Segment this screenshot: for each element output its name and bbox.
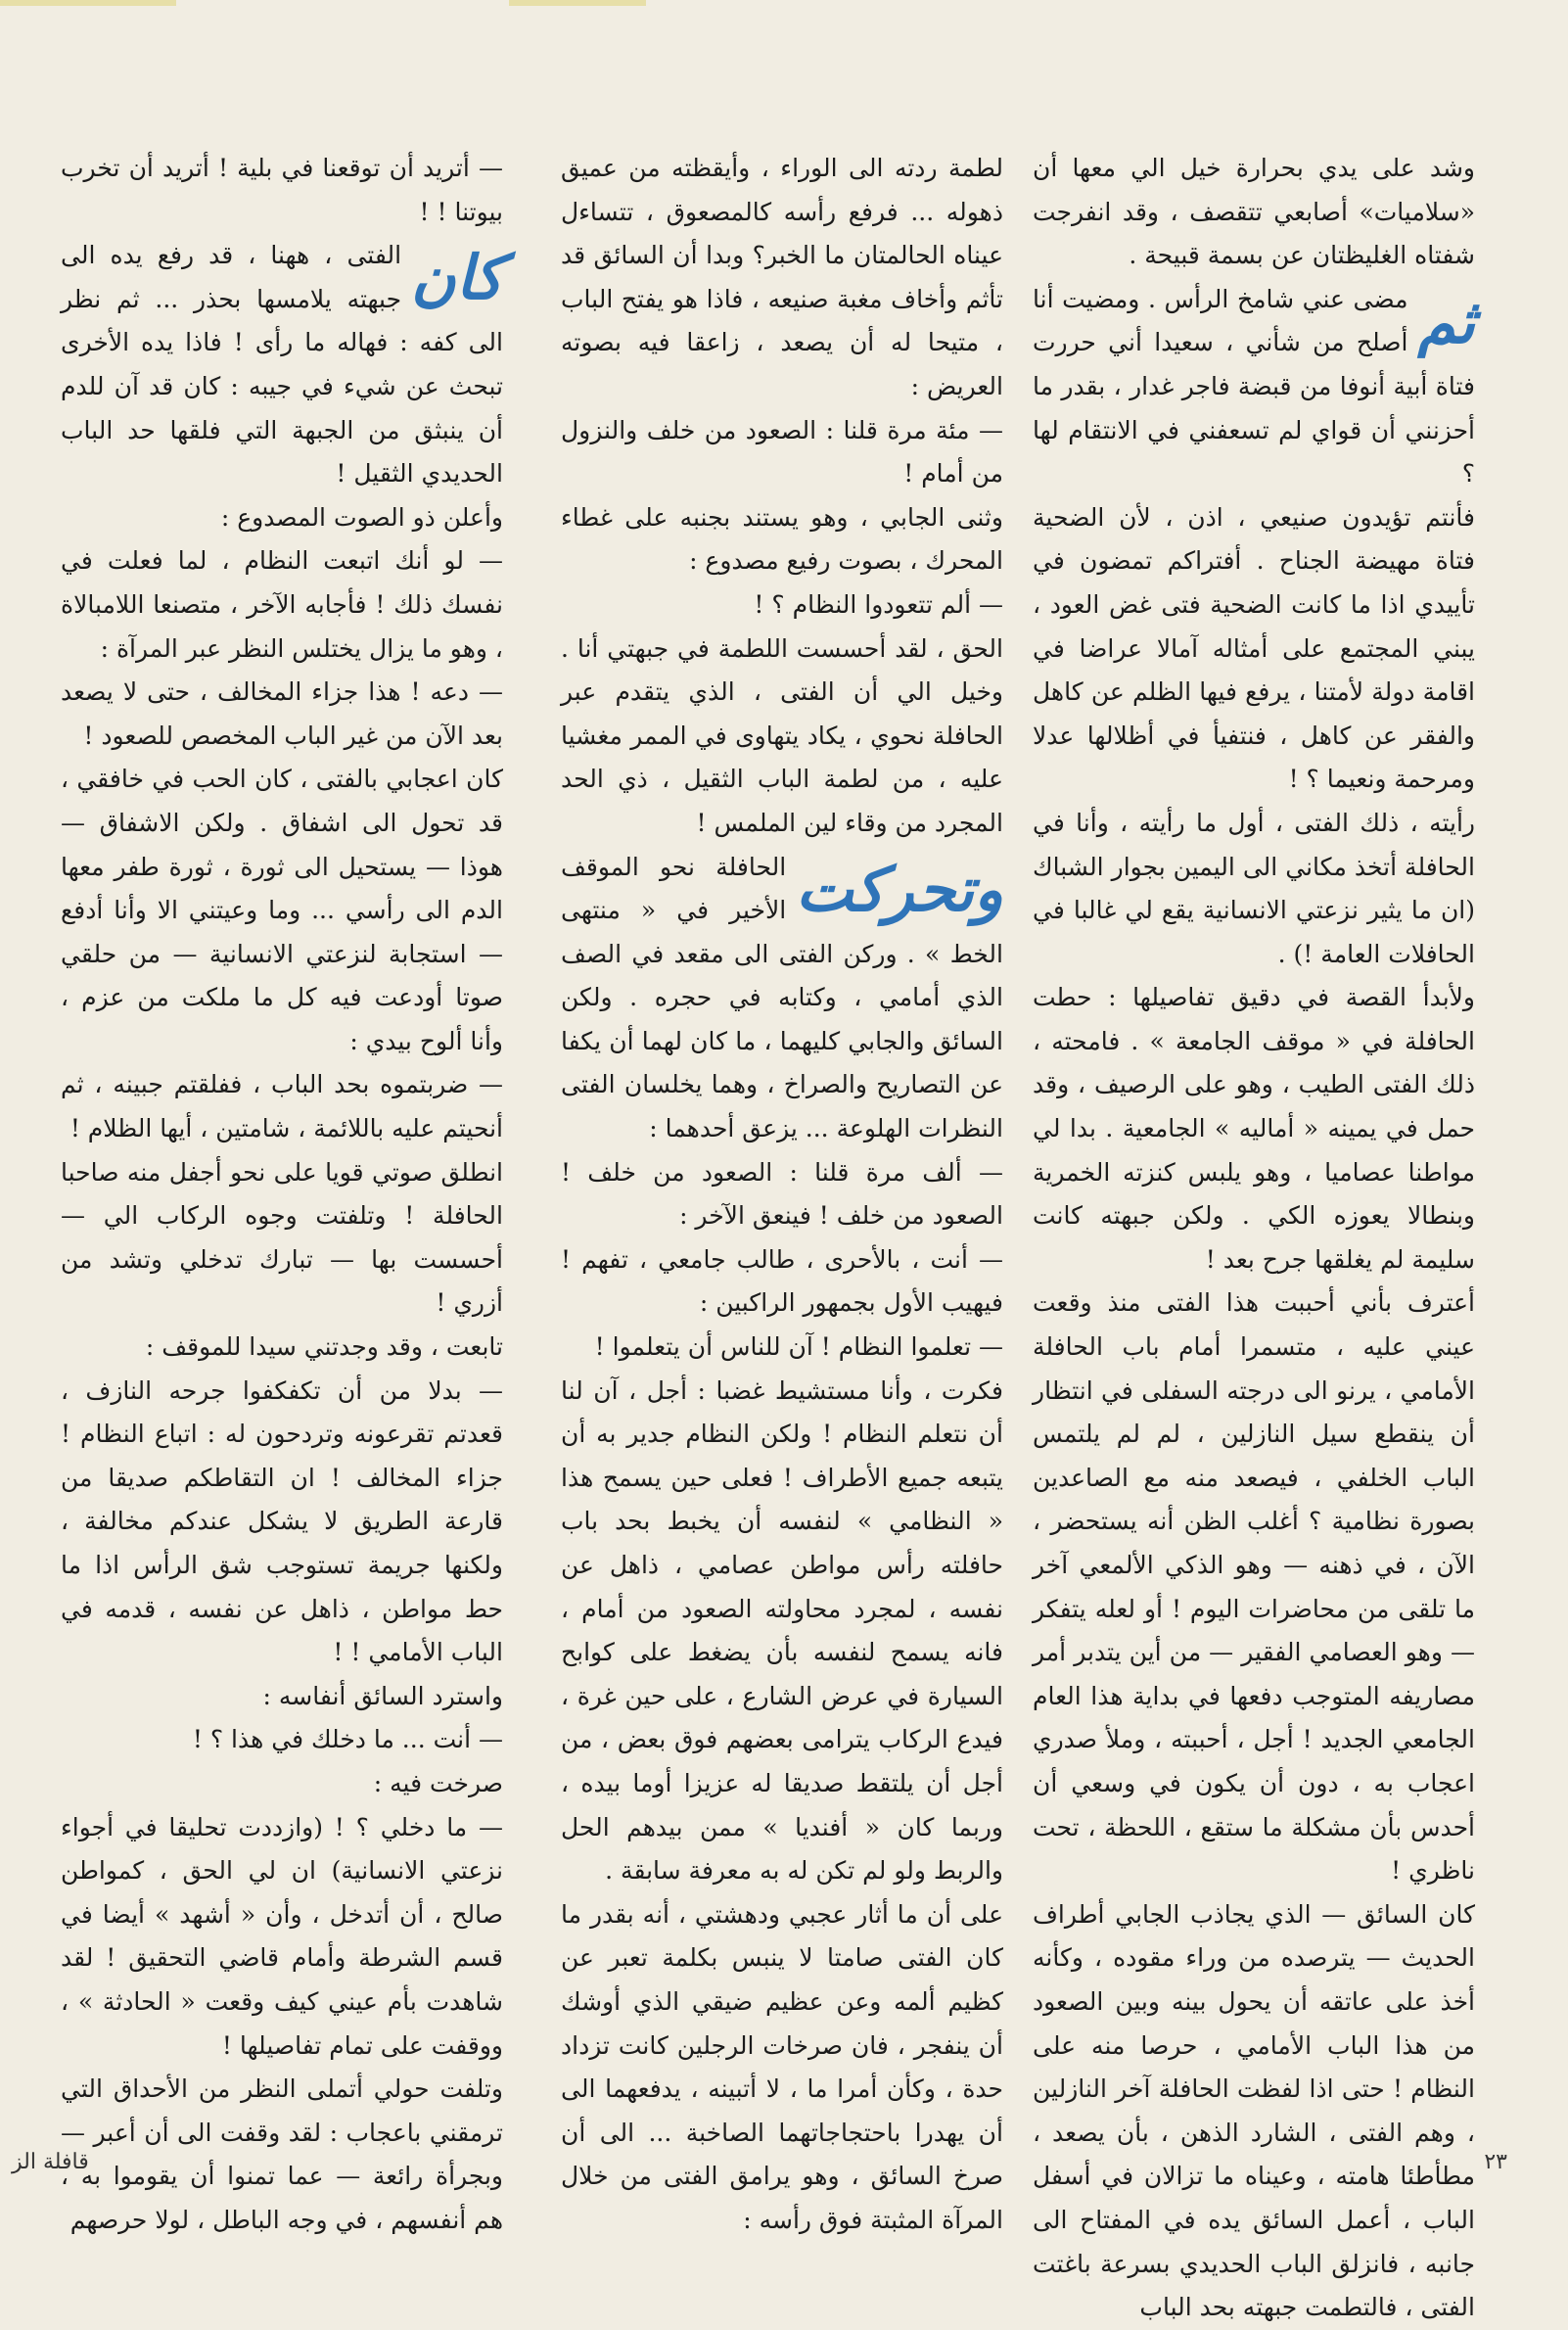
- paragraph: كان اعجابي بالفتى ، كان الحب في خافقي ، قد تحول الى اشفاق . ولكن الاشفاق — هوذا — يستحيل الى ثورة ، ثورة طفر معها الدم الى رأسي ... وما وعيتني الا وأنا أدفع — استجابة لنزعتي الانسانية — من حلقي صوتا أودعت فيه كل ما ملكت من عزم ، وأنا ألوح بيدي :: [61, 765, 503, 1055]
- paragraph-with-initial: [61, 234, 503, 496]
- paragraph: وشد على يدي بحرارة خيل الي معها أن «سلاميات» أصابعي تتقصف ، وقد انفرجت شفتاه الغليظتان عن بسمة قبيحة .: [1033, 154, 1475, 270]
- ornamental-initial: وتحركت: [796, 853, 1003, 925]
- paragraph: — ما دخلي ؟ ! (وازددت تحليقا في أجواء نزعتي الانسانية) ان لي الحق ، كمواطن صالح ، أن أتدخل ، وأن « أشهد » أيضا في قسم الشرطة وأمام قاضي التحقيق ! لقد شاهدت بأم عيني كيف وقعت « الحادثة » ، ووقفت على تمام تفاصيلها !: [61, 1812, 503, 2060]
- paragraph: فكرت ، وأنا مستشيط غضبا : أجل ، آن لنا أن نتعلم النظام ! ولكن النظام جدير به أن يتبعه جميع الأطراف ! فعلى حين يسمح هذا « النظامي » لنفسه أن يخبط بحد باب حافلته رأس مواطن عصامي ، ذاهل عن نفسه ، لمجرد محاولته الصعود من أمام ، فانه يسمح لنفسه بأن يضغط على كوابح السيارة في عرض الشارع ، على حين غرة ، فيدع الركاب يترامى بعضهم فوق بعض ، من أجل أن يلتقط صديقا له عزيزا أوما بيده ، وربما كان « أفنديا » ممن بيدهم الحل والربط ولو لم تكن له به معرفة سابقة .: [561, 1375, 1003, 1886]
- text-column-right: [1033, 147, 1475, 2322]
- paragraph-with-initial: [1033, 278, 1475, 496]
- page-number: ٢٣: [1484, 2150, 1507, 2174]
- paragraph: صرخت فيه :: [373, 1768, 503, 1797]
- paragraph: واسترد السائق أنفاسه :: [262, 1681, 503, 1710]
- paragraph: وأعلن ذو الصوت المصدوع :: [220, 502, 503, 532]
- paragraph: — أنت ... ما دخلك في هذا ؟ !: [192, 1725, 503, 1754]
- paragraph: — أتريد أن توقعنا في بلية ! أتريد أن تخرب بيوتنا ! !: [61, 154, 503, 226]
- paragraph-text: مضى عني شامخ الرأس . ومضيت أنا أصلح من شأني ، سعيدا أني حررت فتاة أبية أنوفا من قبضة فاجر غدار ، بقدر ما أحزنني أن قواي لم تسعفني في الانتقام لها ؟: [1033, 284, 1475, 489]
- paragraph: رأيته ، ذلك الفتى ، أول ما رأيته ، وأنا في الحافلة أتخذ مكاني الى اليمين بجوار الشباك (ان ما يثير نزعتي الانسانية يقع لي غالبا في الحافلات العامة !) .: [1033, 808, 1475, 968]
- top-edge-rule: [0, 0, 176, 6]
- running-title: قافلة الز: [12, 2150, 89, 2174]
- paragraph: انطلق صوتي قويا على نحو أجفل منه صاحبا الحافلة ! وتلفتت وجوه الركاب الي — أحسست بها — تبارك تدخلي وتشد من أزري !: [61, 1157, 503, 1318]
- paragraph: — دعه ! هذا جزاء المخالف ، حتى لا يصعد بعد الآن من غير الباب المخصص للصعود !: [61, 677, 503, 750]
- paragraph: — أنت ، بالأحرى ، طالب جامعي ، تفهم ! فيهيب الأول بجمهور الراكبين :: [561, 1244, 1003, 1318]
- paragraph: على أن ما أثار عجبي ودهشتي ، أنه بقدر ما كان الفتى صامتا لا ينبس بكلمة تعبر عن كظيم ألمه وعن عظيم ضيقي الذي أوشك أن ينفجر ، فان صرخات الرجلين كانت تزداد حدة ، وكأن أمرا ما ، لا أتبينه ، يدفعهما الى أن يهدرا باحتجاجاتهما الصاخبة ... الى أن صرخ السائق ، وهو يرامق الفتى من خلال المرآة المثبتة فوق رأسه :: [561, 1899, 1003, 2234]
- paragraph: — ألم تتعودوا النظام ؟ !: [754, 589, 1003, 619]
- paragraph: ولأبدأ القصة في دقيق تفاصيلها : حطت الحافلة في « موقف الجامعة » . فامحته ، ذلك الفتى الطيب ، وهو على الرصيف ، وقد حمل في يمينه « أماليه » الجامعية . بدا لي مواطنا عصاميا ، وهو يلبس كنزته الخمرية وبنطالا يعوزه الكي . ولكن جبهته كانت سليمة لم يغلقها جرح بعد !: [1033, 983, 1475, 1274]
- paragraph-text: الفتى ، ههنا ، قد رفع يده الى جبهته يلامسها بحذر ... ثم نظر الى كفه : فهاله ما رأى ! فاذا يده الأخرى تبحث عن شيء في جيبه : كان قد آن للدم أن ينبثق من الجبهة التي فلقها حد الباب الحديدي الثقيل !: [61, 241, 503, 489]
- top-edge-rule: [509, 0, 646, 6]
- paragraph: — بدلا من أن تكفكفوا جرحه النازف ، قعدتم تقرعونه وتردحون له : اتباع النظام ! جزاء المخالف ! ان التقاطكم صديقا من قارعة الطريق لا يشكل عندكم مخالفة ، ولكنها جريمة تستوجب شق الرأس اذا ما حط مواطن ، ذاهل عن نفسه ، قدمه في الباب الأمامي ! !: [61, 1375, 503, 1667]
- paragraph: — ضربتموه بحد الباب ، ففلقتم جبينه ، ثم أنحيتم عليه باللائمة ، شامتين ، أيها الظلام !: [61, 1070, 503, 1143]
- ornamental-initial: ثم: [1417, 285, 1475, 357]
- paragraph: — لو أنك اتبعت النظام ، لما فعلت في نفسك ذلك ! فأجابه الآخر ، متصنعا اللامبالاة ، وهو ما يزال يختلس النظر عبر المرآة :: [61, 546, 503, 663]
- text-column-middle: [561, 147, 1003, 2234]
- paragraph: وتلفت حولي أتملى النظر من الأحداق التي ترمقني باعجاب : لقد وقفت الى أن أعبر — وبجرأة رائعة — عما تمنوا أن يقوموا به ، هم أنفسهم ، في وجه الباطل ، لولا حرصهم: [61, 2074, 503, 2234]
- paragraph: الحق ، لقد أحسست اللطمة في جبهتي أنا . وخيل الي أن الفتى ، الذي يتقدم عبر الحافلة نحوي ، يكاد يتهاوى في الممر مغشيا عليه ، من لطمة الباب الثقيل ، ذي الحد المجرد من وقاء لين الملمس !: [561, 633, 1003, 837]
- paragraph: — ألف مرة قلنا : الصعود من خلف ! الصعود من خلف ! فينعق الآخر :: [561, 1157, 1003, 1231]
- paragraph: — تعلموا النظام ! آن للناس أن يتعلموا !: [594, 1332, 1003, 1362]
- paragraph-text: الحافلة نحو الموقف الأخير في « منتهى الخط » . وركن الفتى الى مقعد في الصف الذي أمامي ، وكتابه في حجره . ولكن السائق والجابي كليهما ، ما كان لهما أن يكفا عن التصاريح والصراخ ، وهما يخلسان الفتى النظرات الهلوعة ... يزعق أحدهما :: [561, 852, 1003, 1143]
- paragraph: فأنتم تؤيدون صنيعي ، اذن ، لأن الضحية فتاة مهيضة الجناح . أفتراكم تمضون في تأييدي اذا ما كانت الضحية فتى غض العود ، يبني المجتمع على أمثاله آمالا عراضا في اقامة دولة لأمتنا ، يرفع فيها الظلم عن كاهل والفقر عن كاهل ، فنتفيأ في أظلالها عدلا ومرحمة ونعيما ؟ !: [1033, 502, 1475, 794]
- paragraph: كان السائق — الذي يجاذب الجابي أطراف الحديث — يترصده من وراء مقوده ، وكأنه أخذ على عاتقه أن يحول بينه وبين الصعود من هذا الباب الأمامي ، حرصا منه على النظام ! حتى اذا لفظت الحافلة آخر النازلين ، وهم الفتى ، الشارد الذهن ، بأن يصعد ، مطأطئا هامته ، وعيناه ما تزالان في أسفل الباب ، أعمل السائق يده في المفتاح الى جانبه ، فانزلق الباب الحديدي بسرعة باغتت الفتى ، فالتطمت جبهته بحد الباب: [1033, 1899, 1475, 2322]
- paragraph: لطمة ردته الى الوراء ، وأيقظته من عميق ذهوله ... فرفع رأسه كالمصعوق ، تتساءل عيناه الحالمتان ما الخبر؟ وبدا أن السائق قد تأثم وأخاف مغبة صنيعه ، فاذا هو يفتح الباب ، متيحا له أن يصعد ، زاعقا فيه بصوته العريض :: [561, 154, 1003, 400]
- paragraph-with-initial: [561, 846, 1003, 1151]
- ornamental-initial: كان: [411, 242, 503, 314]
- paragraph: تابعت ، وقد وجدتني سيدا للموقف :: [145, 1332, 503, 1362]
- paragraph: أعترف بأني أحببت هذا الفتى منذ وقعت عيني عليه ، متسمرا أمام باب الحافلة الأمامي ، يرنو الى درجته السفلى في انتظار أن ينقطع سيل النازلين ، لم لم يلتمس الباب الخلفي ، فيصعد منه مع الصاعدين بصورة نظامية ؟ أغلب الظن أنه يستحضر ، الآن ، في ذهنه — وهو الذكي الألمعي آخر ما تلقى من محاضرات اليوم ! أو لعله يتفكر — وهو العصامي الفقير — من أين يتدبر أمر مصاريفه المتوجب دفعها في بداية هذا العام الجامعي الجديد ! أجل ، أحببته ، وملأ صدري اعجاب به ، دون أن يكون في وسعي أن أحدس بأن مشكلة ما ستقع ، اللحظة ، تحت ناظري !: [1033, 1288, 1475, 1886]
- paragraph: وثنى الجابي ، وهو يستند بجنبه على غطاء المحرك ، بصوت رفيع مصدوع :: [561, 502, 1003, 576]
- text-column-left: [61, 147, 503, 2234]
- paragraph: — مئة مرة قلنا : الصعود من خلف والنزول من أمام !: [561, 415, 1003, 489]
